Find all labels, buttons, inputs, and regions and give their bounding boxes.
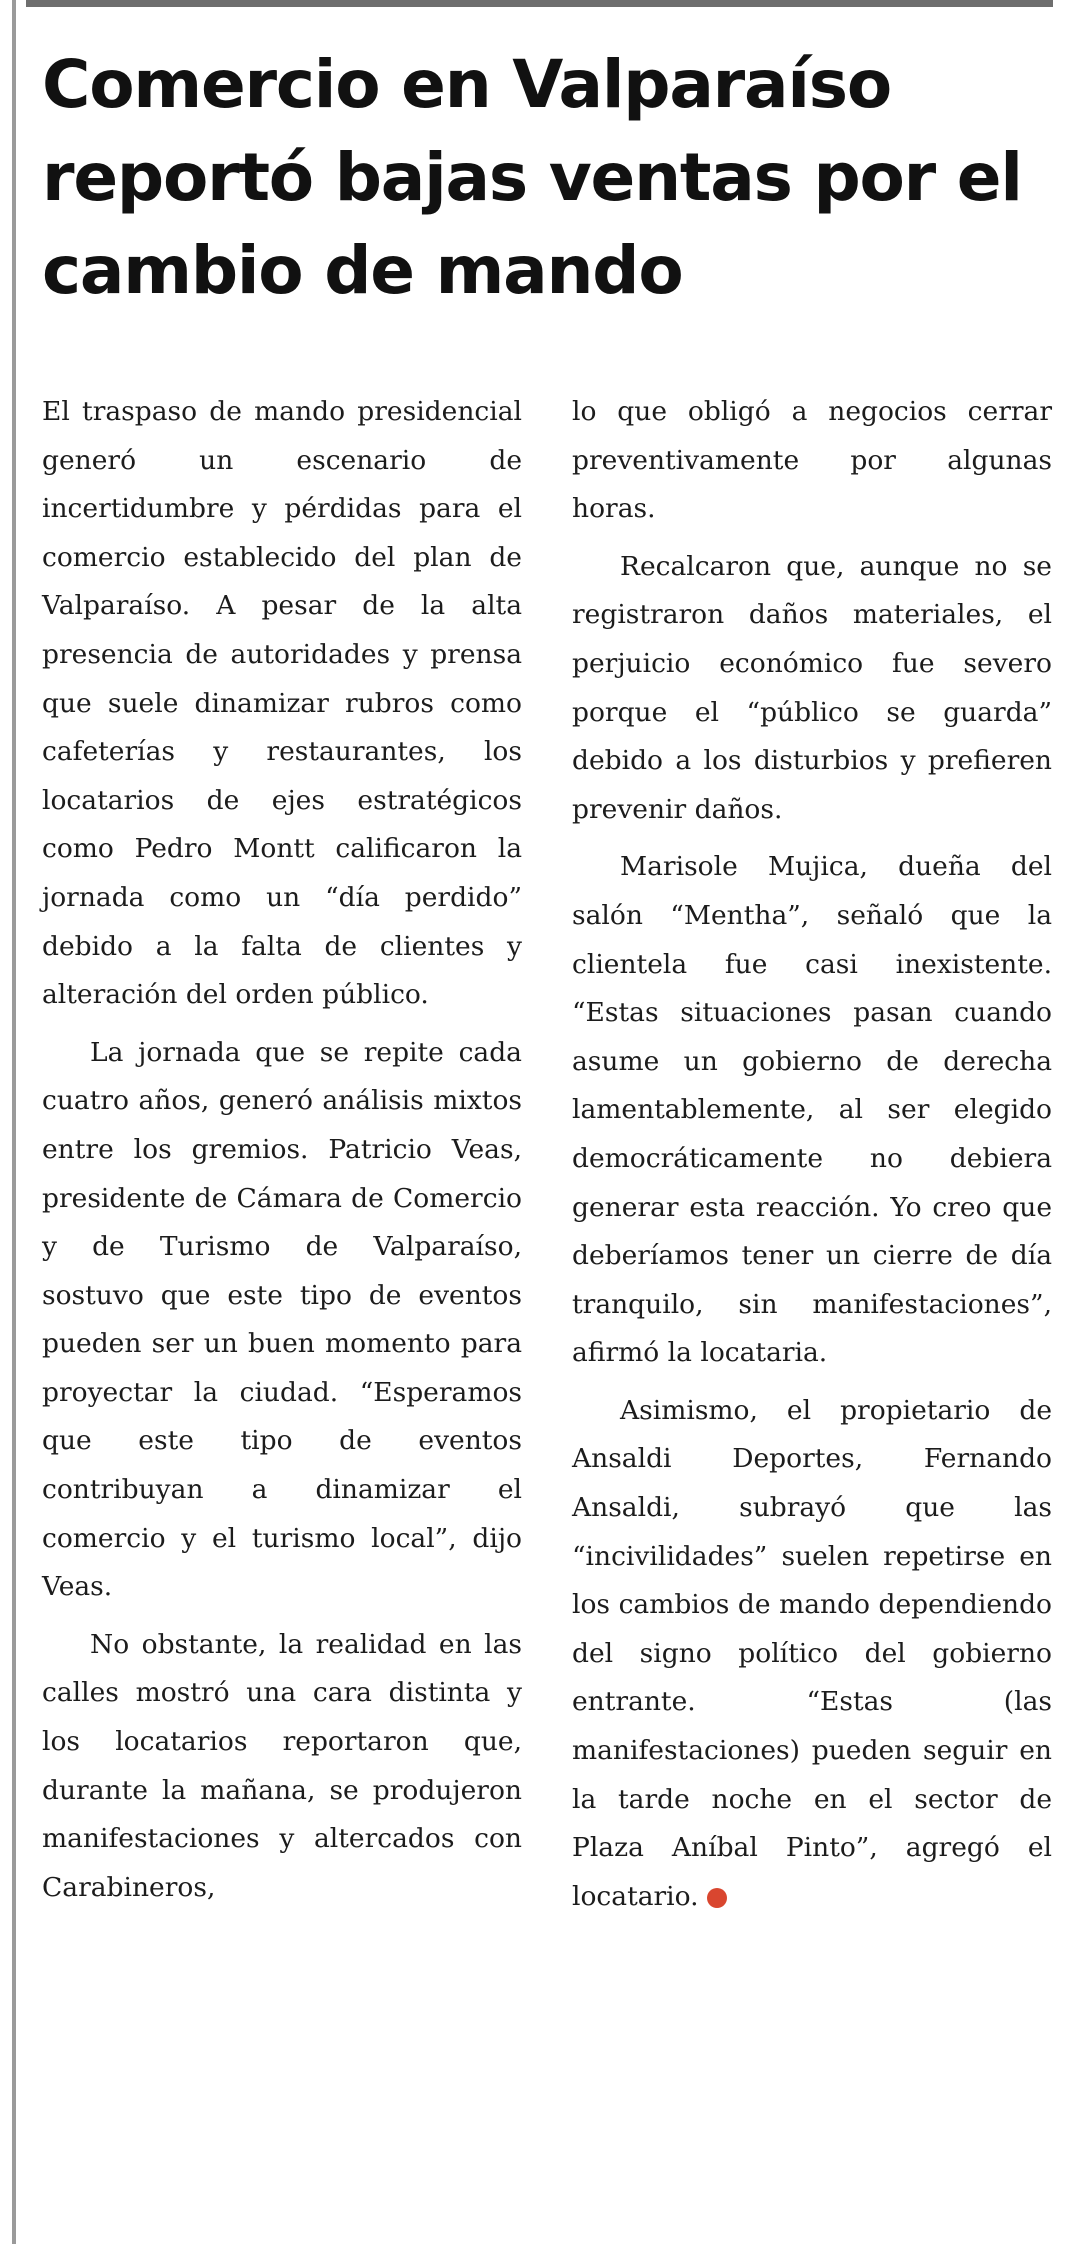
paragraph-3-continued: lo que obligó a negocios cerrar preventivamente por algunas horas.: [572, 396, 1052, 525]
paragraph-5: Marisole Mujica, dueña del salón “Mentha”, señaló que la clientela fue casi inexistente. “Estas situaciones pasan cuando asume un gobierno de derecha lamentablemente, al ser elegido democráticamente no debiera generar esta reacción. Yo creo que deberíamos tener un cierre de día tranquilo, sin manifestaciones”, afirmó la locataria.: [572, 851, 1052, 1369]
paragraph-3: No obstante, la realidad en las calles mostró una cara distinta y los locatarios reportaron que, durante la mañana, se produjeron manifestaciones y altercados con Carabineros,: [42, 1628, 522, 1903]
paragraph-1: El traspaso de mando presidencial generó un escenario de incertidumbre y pérdidas para el comercio establecido del plan de Valparaíso. A pesar de la alta presencia de autoridades y prensa que suele dinamizar rubros como cafeterías y restaurantes, los locatarios de ejes estratégicos como Pedro Montt calificaron la jornada como un “día perdido” debido a la falta de clientes y alteración del orden público.: [42, 396, 522, 1011]
top-rule: [26, 0, 1053, 7]
paragraph-6: [572, 1387, 1052, 1922]
paragraph-4: Recalcaron que, aunque no se registraron daños materiales, el perjuicio económico fue severo porque el “público se guarda” debido a los disturbios y prefieren prevenir daños.: [572, 550, 1052, 825]
body-column-left: [42, 388, 522, 1921]
paragraph-2: La jornada que se repite cada cuatro años, generó análisis mixtos entre los gremios. Patricio Veas, presidente de Cámara de Comercio y de Turismo de Valparaíso, sostuvo que este tipo de eventos pueden ser un buen momento para proyectar la ciudad. “Esperamos que este tipo de eventos contribuyan a dinamizar el comercio y el turismo local”, dijo Veas.: [42, 1036, 522, 1603]
column-divider: [12, 0, 16, 2244]
star-in-circle-icon: ★: [707, 1888, 727, 1908]
headline: Comercio en Valparaíso reportó bajas ventas por el cambio de mando: [42, 46, 1022, 309]
body-column-right: [572, 388, 1052, 1930]
paragraph-6-text: Asimismo, el propietario de Ansaldi Deportes, Fernando Ansaldi, subrayó que las “incivilidades” suelen repetirse en los cambios de mando dependiendo del signo político del gobierno entrante. “Estas (las manifestaciones) pueden seguir en la tarde noche en el sector de Plaza Aníbal Pinto”, agregó el locatario.: [572, 1394, 1052, 1912]
